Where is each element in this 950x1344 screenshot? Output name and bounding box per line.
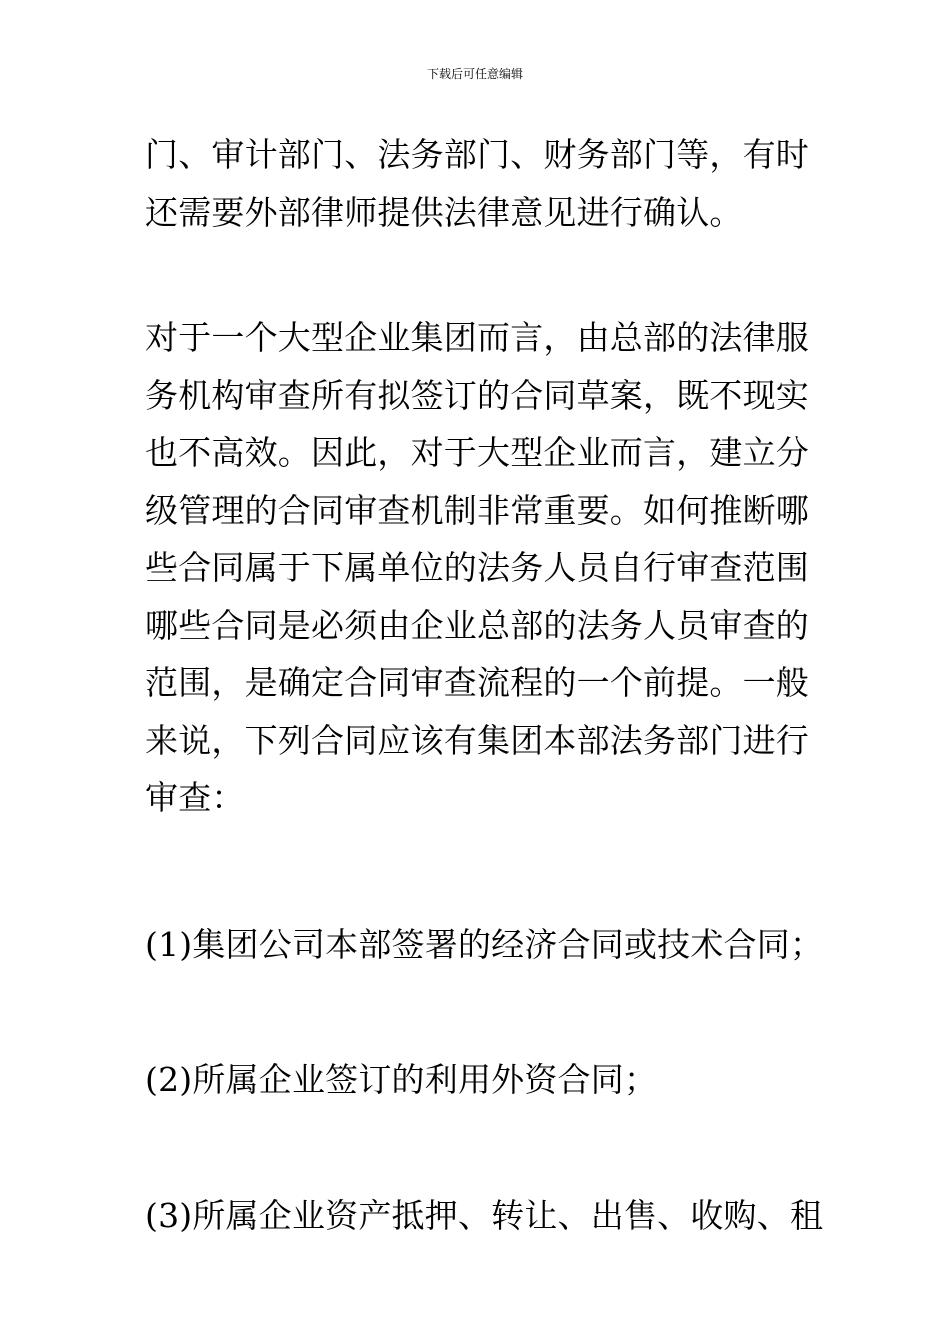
list-item-3 xyxy=(145,1187,824,1245)
text-line: 级管理的合同审查机制非常重要。如何推断哪 xyxy=(145,490,809,530)
text-line: (2)所属企业签订的利用外资合同； xyxy=(145,1060,658,1099)
paragraph-2 xyxy=(145,309,810,827)
text-line: 范围，是确定合同审查流程的一个前提。一般 xyxy=(145,663,809,702)
list-item-1 xyxy=(145,916,824,974)
text-line: 来说，下列合同应该有集团本部法务部门进行 xyxy=(145,720,809,760)
text-line: 门、审计部门、法务部门、财务部门等，有时 xyxy=(145,135,809,174)
document-body xyxy=(145,126,824,1244)
text-line: (3)所属企业资产抵押、转让、出售、收购、租 xyxy=(145,1195,824,1235)
text-line: 务机构审查所有拟签订的合同草案，既不现实 xyxy=(145,375,809,415)
paragraph-1 xyxy=(145,126,810,241)
text-line: 些合同属于下属单位的法务人员自行审查范围 xyxy=(145,548,809,587)
text-line: (1)集团公司本部签署的经济合同或技术合同； xyxy=(145,924,824,964)
text-line: 对于一个大型企业集团而言，由总部的法律服 xyxy=(145,318,809,357)
text-line: 还需要外部律师提供法律意见进行确认。 xyxy=(145,192,743,232)
text-line: 也不高效。因此，对于大型企业而言，建立分 xyxy=(145,433,809,472)
text-line: 审查： xyxy=(145,778,245,817)
list-item-2 xyxy=(145,1051,810,1109)
page-header: 下载后可任意编辑 xyxy=(426,67,523,81)
text-line: 哪些合同是必须由企业总部的法务人员审查的 xyxy=(145,605,809,645)
